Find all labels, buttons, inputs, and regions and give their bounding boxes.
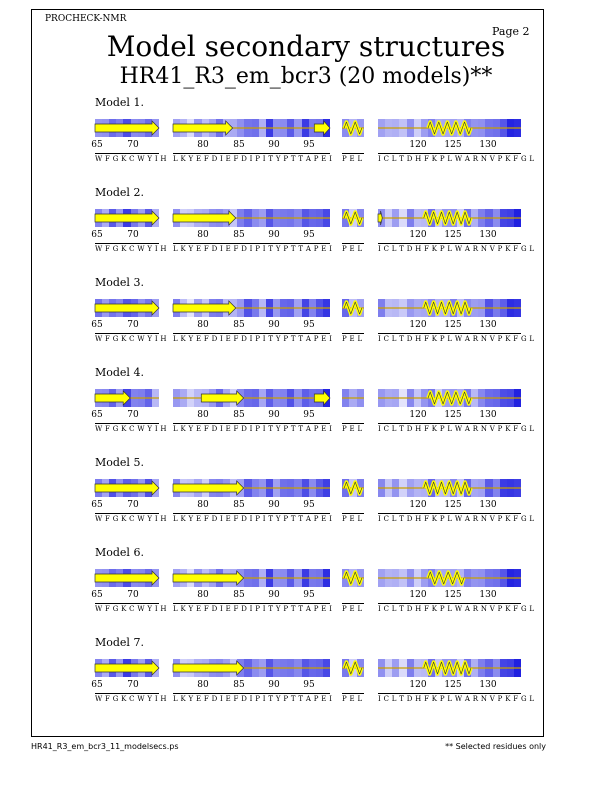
model-block xyxy=(0,456,612,536)
residue-number: 130 xyxy=(479,230,497,240)
sequence-rule xyxy=(173,333,330,334)
sequence-text: L K Y E F D I E F D I P I T Y P T T A P E I xyxy=(173,515,333,523)
residue-number: 80 xyxy=(197,500,209,510)
sequence-rule xyxy=(378,693,521,694)
model-label: Model 2. xyxy=(95,186,144,199)
residue-number: 70 xyxy=(127,320,139,330)
sequence-rule xyxy=(173,693,330,694)
sequence-rule xyxy=(378,423,521,424)
secondary-structure-track xyxy=(342,659,364,677)
secondary-structure-track xyxy=(95,659,159,677)
sequence-text: I C L T D H F K P L W A R N V P K F G L xyxy=(378,245,535,253)
model-block xyxy=(0,276,612,356)
strand-arrow xyxy=(173,661,244,675)
residue-number: 120 xyxy=(409,230,427,240)
sequence-text: W F G K C W Y I H xyxy=(95,515,167,523)
sequence-text: L K Y E F D I E F D I P I T Y P T T A P E I xyxy=(173,605,333,613)
residue-number: 65 xyxy=(91,140,103,150)
sequence-text: P E L xyxy=(342,245,363,253)
residue-number: 65 xyxy=(91,500,103,510)
residue-number: 130 xyxy=(479,680,497,690)
residue-number: 95 xyxy=(303,590,315,600)
sequence-rule xyxy=(173,513,330,514)
sequence-text: W F G K C W Y I H xyxy=(95,155,167,163)
secondary-structure-track xyxy=(342,299,364,317)
secondary-structure-track xyxy=(173,119,330,137)
residue-number: 70 xyxy=(127,590,139,600)
residue-number: 65 xyxy=(91,320,103,330)
strand-arrow xyxy=(95,661,159,675)
sequence-text: L K Y E F D I E F D I P I T Y P T T A P E I xyxy=(173,695,333,703)
secondary-structure-track xyxy=(378,479,521,497)
residue-number: 130 xyxy=(479,500,497,510)
sequence-rule xyxy=(342,153,364,154)
footer-note: ** Selected residues only xyxy=(445,742,546,751)
sequence-text: P E L xyxy=(342,695,363,703)
residue-number: 70 xyxy=(127,230,139,240)
secondary-structure-track xyxy=(95,479,159,497)
secondary-structure-track xyxy=(378,569,521,587)
residue-number: 65 xyxy=(91,410,103,420)
footer-filename: HR41_R3_em_bcr3_11_modelsecs.ps xyxy=(31,742,179,751)
residue-number: 120 xyxy=(409,680,427,690)
page-number: Page 2 xyxy=(492,25,530,38)
residue-number: 125 xyxy=(444,230,462,240)
residue-number: 130 xyxy=(479,140,497,150)
residue-number: 80 xyxy=(197,410,209,420)
model-label: Model 4. xyxy=(95,366,144,379)
residue-number: 90 xyxy=(268,590,280,600)
sequence-text: I C L T D H F K P L W A R N V P K F G L xyxy=(378,425,535,433)
sequence-rule xyxy=(378,513,521,514)
sequence-text: I C L T D H F K P L W A R N V P K F G L xyxy=(378,515,535,523)
residue-number: 90 xyxy=(268,140,280,150)
residue-number: 120 xyxy=(409,410,427,420)
model-block xyxy=(0,636,612,716)
sequence-text: P E L xyxy=(342,425,363,433)
strand-arrow xyxy=(201,391,243,405)
strand-arrow xyxy=(95,481,159,495)
residue-number: 125 xyxy=(444,590,462,600)
model-block xyxy=(0,366,612,446)
residue-number: 65 xyxy=(91,590,103,600)
secondary-structure-track xyxy=(378,389,521,407)
model-block xyxy=(0,96,612,176)
sequence-rule xyxy=(95,513,159,514)
residue-number: 90 xyxy=(268,410,280,420)
residue-number: 65 xyxy=(91,680,103,690)
sequence-rule xyxy=(378,153,521,154)
strand-arrow xyxy=(173,301,236,315)
residue-number: 80 xyxy=(197,590,209,600)
residue-number: 70 xyxy=(127,500,139,510)
secondary-structure-track xyxy=(342,119,364,137)
residue-number: 80 xyxy=(197,320,209,330)
strand-arrow xyxy=(378,211,382,225)
sequence-rule xyxy=(378,243,521,244)
secondary-structure-track xyxy=(173,389,330,407)
model-label: Model 3. xyxy=(95,276,144,289)
secondary-structure-track xyxy=(95,119,159,137)
strand-arrow xyxy=(173,211,236,225)
secondary-structure-track xyxy=(173,479,330,497)
residue-number: 95 xyxy=(303,680,315,690)
sequence-text: L K Y E F D I E F D I P I T Y P T T A P E I xyxy=(173,155,333,163)
sequence-text: P E L xyxy=(342,515,363,523)
residue-number: 85 xyxy=(233,230,245,240)
secondary-structure-track xyxy=(95,209,159,227)
sequence-text: W F G K C W Y I H xyxy=(95,245,167,253)
residue-number: 120 xyxy=(409,140,427,150)
residue-number: 130 xyxy=(479,320,497,330)
residue-number: 125 xyxy=(444,320,462,330)
strand-arrow xyxy=(95,121,159,135)
sequence-rule xyxy=(95,603,159,604)
residue-number: 85 xyxy=(233,590,245,600)
secondary-structure-track xyxy=(95,299,159,317)
residue-number: 95 xyxy=(303,230,315,240)
residue-number: 70 xyxy=(127,680,139,690)
residue-number: 65 xyxy=(91,230,103,240)
sequence-rule xyxy=(173,243,330,244)
sequence-rule xyxy=(173,153,330,154)
sequence-text: P E L xyxy=(342,335,363,343)
model-block xyxy=(0,186,612,266)
residue-number: 125 xyxy=(444,500,462,510)
page-subtitle: HR41_R3_em_bcr3 (20 models)** xyxy=(119,64,493,89)
residue-number: 70 xyxy=(127,410,139,420)
residue-number: 80 xyxy=(197,140,209,150)
sequence-rule xyxy=(378,333,521,334)
residue-number: 125 xyxy=(444,140,462,150)
model-label: Model 6. xyxy=(95,546,144,559)
strand-arrow xyxy=(173,571,244,585)
page-title: Model secondary structures xyxy=(106,30,506,63)
sequence-rule xyxy=(95,243,159,244)
secondary-structure-track xyxy=(378,659,521,677)
secondary-structure-track xyxy=(95,389,159,407)
residue-number: 70 xyxy=(127,140,139,150)
residue-number: 90 xyxy=(268,230,280,240)
sequence-rule xyxy=(95,693,159,694)
program-label: PROCHECK-NMR xyxy=(45,14,127,24)
sequence-rule xyxy=(342,333,364,334)
strand-arrow xyxy=(95,301,159,315)
residue-number: 130 xyxy=(479,590,497,600)
residue-number: 90 xyxy=(268,680,280,690)
residue-number: 85 xyxy=(233,320,245,330)
residue-number: 95 xyxy=(303,320,315,330)
residue-number: 120 xyxy=(409,500,427,510)
residue-number: 95 xyxy=(303,500,315,510)
model-block xyxy=(0,546,612,626)
residue-number: 95 xyxy=(303,410,315,420)
residue-number: 90 xyxy=(268,500,280,510)
strand-arrow xyxy=(95,391,130,405)
residue-number: 125 xyxy=(444,680,462,690)
secondary-structure-track xyxy=(342,209,364,227)
sequence-rule xyxy=(95,153,159,154)
residue-number: 85 xyxy=(233,500,245,510)
strand-arrow xyxy=(95,211,159,225)
sequence-text: I C L T D H F K P L W A R N V P K F G L xyxy=(378,155,535,163)
sequence-text: L K Y E F D I E F D I P I T Y P T T A P E I xyxy=(173,425,333,433)
secondary-structure-track xyxy=(173,299,330,317)
sequence-rule xyxy=(342,693,364,694)
residue-number: 120 xyxy=(409,320,427,330)
sequence-text: W F G K C W Y I H xyxy=(95,335,167,343)
model-label: Model 5. xyxy=(95,456,144,469)
secondary-structure-track xyxy=(378,209,521,227)
sequence-rule xyxy=(95,333,159,334)
residue-number: 85 xyxy=(233,140,245,150)
secondary-structure-track xyxy=(95,569,159,587)
secondary-structure-track xyxy=(342,569,364,587)
sequence-rule xyxy=(378,603,521,604)
sequence-text: W F G K C W Y I H xyxy=(95,425,167,433)
secondary-structure-track xyxy=(173,659,330,677)
sequence-rule xyxy=(342,513,364,514)
residue-number: 85 xyxy=(233,680,245,690)
sequence-text: W F G K C W Y I H xyxy=(95,695,167,703)
strand-arrow xyxy=(314,391,330,405)
secondary-structure-track xyxy=(378,119,521,137)
residue-number: 90 xyxy=(268,320,280,330)
residue-number: 125 xyxy=(444,410,462,420)
sequence-text: I C L T D H F K P L W A R N V P K F G L xyxy=(378,335,535,343)
residue-number: 80 xyxy=(197,230,209,240)
residue-number: 130 xyxy=(479,410,497,420)
sequence-rule xyxy=(95,423,159,424)
residue-number: 120 xyxy=(409,590,427,600)
strand-arrow xyxy=(95,571,159,585)
sequence-text: P E L xyxy=(342,155,363,163)
sequence-rule xyxy=(342,603,364,604)
sequence-rule xyxy=(173,423,330,424)
sequence-rule xyxy=(173,603,330,604)
sequence-text: L K Y E F D I E F D I P I T Y P T T A P E I xyxy=(173,335,333,343)
residue-number: 80 xyxy=(197,680,209,690)
strand-arrow xyxy=(173,121,233,135)
sequence-rule xyxy=(342,243,364,244)
residue-number: 85 xyxy=(233,410,245,420)
strand-arrow xyxy=(173,481,244,495)
sequence-text: L K Y E F D I E F D I P I T Y P T T A P E I xyxy=(173,245,333,253)
sequence-text: P E L xyxy=(342,605,363,613)
sequence-text: I C L T D H F K P L W A R N V P K F G L xyxy=(378,605,535,613)
residue-number: 95 xyxy=(303,140,315,150)
secondary-structure-track xyxy=(378,299,521,317)
sequence-text: I C L T D H F K P L W A R N V P K F G L xyxy=(378,695,535,703)
sequence-rule xyxy=(342,423,364,424)
model-label: Model 1. xyxy=(95,96,144,109)
sequence-text: W F G K C W Y I H xyxy=(95,605,167,613)
secondary-structure-track xyxy=(173,209,330,227)
secondary-structure-track xyxy=(173,569,330,587)
secondary-structure-track xyxy=(342,389,364,407)
model-label: Model 7. xyxy=(95,636,144,649)
secondary-structure-track xyxy=(342,479,364,497)
strand-arrow xyxy=(314,121,330,135)
